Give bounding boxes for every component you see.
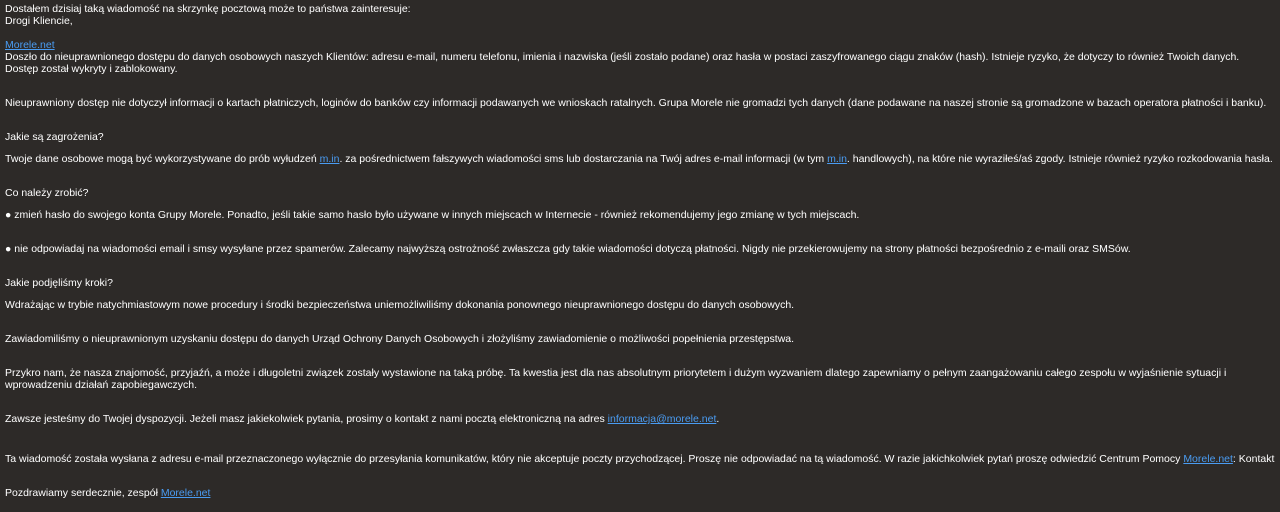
- paragraph-breach: Doszło do nieuprawnionego dostępu do danych osobowych naszych Klientów: adresu e-mail, numeru telefonu, imienia i nazwiska (jeśli zostało podane) oraz hasła w postaci zaszyfrowanego ciągu znaków (hash). Istnieje ryzyko, że dotyczy to również Twoich danych. Dostęp został wykryty i zablokowany.: [5, 51, 1240, 75]
- bullet-change-password: ● zmień hasło do swojego konta Grupy Morele. Ponadto, jeśli takie samo hasło było używane w innych miejscach w Internecie - również rekomendujemy jego zmianę w tych miejscach.: [5, 209, 860, 221]
- intro-text: Dostałem dzisiaj taką wiadomość na skrzynkę pocztową może to państwa zainteresuje:: [5, 3, 411, 15]
- min-link-1[interactable]: m.in: [319, 153, 340, 165]
- heading-steps: Jakie podjęliśmy kroki?: [5, 277, 113, 289]
- morele-help-link[interactable]: Morele.net: [1183, 453, 1233, 465]
- heading-threats: Jakie są zagrożenia?: [5, 131, 104, 143]
- morele-link-top[interactable]: Morele.net: [5, 39, 55, 51]
- greeting-text: Drogi Kliencie,: [5, 15, 73, 27]
- bullet-spam: ● nie odpowiadaj na wiadomości email i smsy wysyłane przez spamerów. Zalecamy najwyższą ostrożność zwłaszcza gdy takie wiadomości dotyczą płatności. Nigdy nie przekierowujemy na strony płatności bezpośrednio z e-maili oraz SMSów.: [5, 243, 1131, 255]
- paragraph-apology: Przykro nam, że nasza znajomość, przyjaźń, a może i długoletni związek zostały wystawione na taką próbę. Ta kwestia jest dla nas absolutnym priorytetem i dużym wyzwaniem dlatego zapewniamy o pełnym zaangażowaniu całego zespołu w wyjaśnienie sytuacji i wprowadzeniu działań zapobiegawczych.: [5, 367, 1227, 391]
- email-link[interactable]: informacja@morele.net: [607, 413, 717, 425]
- min-link-2[interactable]: m.in: [827, 153, 847, 165]
- heading-todo: Co należy zrobić?: [5, 187, 89, 199]
- paragraph-threats: Twoje dane osobowe mogą być wykorzystywane do prób wyłudzeń m.in. za pośrednictwem fałszywych wiadomości sms lub dostarczania na Twój adres e-mail informacji (w tym m.in. handlowych), na które nie wyraziłeś/aś zgody. Istnieje również ryzyko rozkodowania hasła.: [5, 153, 1273, 165]
- paragraph-procedures: Wdrażając w trybie natychmiastowym nowe procedury i środki bezpieczeństwa uniemożliwiliśmy dokonania ponownego nieuprawnionego dostępu do danych osobowych.: [5, 299, 795, 311]
- morele-link-bottom[interactable]: Morele.net: [160, 487, 211, 499]
- paragraph-contact: Zawsze jesteśmy do Twojej dyspozycji. Jeżeli masz jakiekolwiek pytania, prosimy o kontakt z nami pocztą elektroniczną na adres informacja@morele.net.: [5, 413, 720, 425]
- paragraph-notification: Zawiadomiliśmy o nieuprawnionym uzyskaniu dostępu do danych Urząd Ochrony Danych Osobowych i złożyliśmy zawiadomienie o możliwości popełnienia przestępstwa.: [5, 333, 795, 345]
- paragraph-noreply: Ta wiadomość została wysłana z adresu e-mail przeznaczonego wyłącznie do przesyłania komunikatów, który nie akceptuje poczty przychodzącej. Proszę nie odpowiadać na tą wiadomość. W razie jakichkolwiek pytań proszę odwiedzić Centrum Pomocy Morele.net: Kontakt: [5, 453, 1275, 465]
- signoff-text: Pozdrawiamy serdecznie, zespół Morele.net: [5, 487, 211, 499]
- paragraph-scope: Nieuprawniony dostęp nie dotyczył informacji o kartach płatniczych, loginów do banków czy informacji podawanych we wnioskach ratalnych. Grupa Morele nie gromadzi tych danych (dane podawane na naszej stronie są gromadzone w bazach operatora płatności i banku).: [5, 97, 1267, 109]
